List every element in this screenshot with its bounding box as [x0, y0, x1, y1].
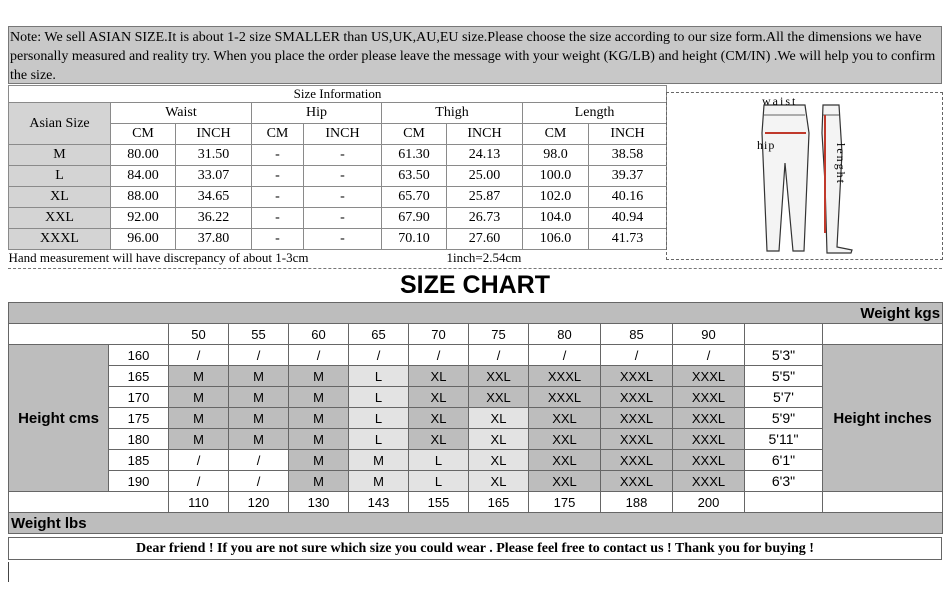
size-cell: /	[289, 345, 349, 366]
size-chart-row	[9, 450, 943, 471]
size-cell: XXXL	[673, 387, 745, 408]
measurement-cell: -	[304, 229, 382, 250]
size-cell: XL	[409, 408, 469, 429]
measurement-cell: 40.94	[589, 208, 667, 229]
size-cell: M	[169, 429, 229, 450]
weight-lbs-cell: 130	[289, 492, 349, 513]
height-cm-cell: 160	[109, 345, 169, 366]
height-cm-cell: 185	[109, 450, 169, 471]
measurement-cell: 84.00	[111, 166, 176, 187]
height-inch-cell: 5'5"	[745, 366, 823, 387]
size-cell: /	[229, 345, 289, 366]
size-cell: XXL	[529, 471, 601, 492]
size-info-caption: Size Information	[9, 86, 667, 103]
measurement-cell: -	[252, 229, 304, 250]
contact-message: Dear friend ! If you are not sure which size you could wear . Please feel free to contact us ! Thank you for buying !	[8, 537, 942, 560]
size-label: XXL	[9, 208, 111, 229]
height-inch-cell: 6'1"	[745, 450, 823, 471]
group-header: Hip	[252, 103, 382, 124]
size-cell: M	[169, 387, 229, 408]
corner-cell	[9, 324, 169, 345]
measurement-cell: 25.00	[447, 166, 523, 187]
size-cell: /	[529, 345, 601, 366]
hip-label: hip	[757, 138, 776, 152]
measurement-cell: -	[304, 166, 382, 187]
measurement-cell: 70.10	[382, 229, 447, 250]
measurement-cell: 106.0	[523, 229, 589, 250]
height-cm-cell: 170	[109, 387, 169, 408]
size-cell: XXXL	[529, 387, 601, 408]
size-cell: L	[349, 387, 409, 408]
corner-cell	[9, 492, 169, 513]
size-cell: M	[349, 471, 409, 492]
size-cell: XXXL	[601, 366, 673, 387]
weight-lbs-cell: 165	[469, 492, 529, 513]
size-cell: XL	[469, 471, 529, 492]
group-header: Length	[523, 103, 667, 124]
size-cell: /	[409, 345, 469, 366]
weight-lbs-cell: 188	[601, 492, 673, 513]
height-inch-cell: 5'11"	[745, 429, 823, 450]
unit-header: CM	[523, 124, 589, 145]
blank-cell	[745, 324, 823, 345]
size-label: XL	[9, 187, 111, 208]
size-cell: /	[169, 471, 229, 492]
size-label: L	[9, 166, 111, 187]
measurement-cell: 39.37	[589, 166, 667, 187]
size-cell: /	[469, 345, 529, 366]
size-cell: XXXL	[673, 366, 745, 387]
size-cell: XXXL	[601, 471, 673, 492]
unit-header: INCH	[447, 124, 523, 145]
size-chart-row	[9, 387, 943, 408]
measurement-cell: 37.80	[176, 229, 252, 250]
height-cm-cell: 175	[109, 408, 169, 429]
measurement-cell: 67.90	[382, 208, 447, 229]
pants-diagram	[666, 92, 943, 260]
measurement-cell: -	[252, 166, 304, 187]
footnote-conversion: 1inch=2.54cm	[446, 250, 522, 265]
weight-kg-cell: 80	[529, 324, 601, 345]
size-cell: M	[229, 408, 289, 429]
height-cm-cell: 165	[109, 366, 169, 387]
weight-lbs-cell: 200	[673, 492, 745, 513]
unit-header: INCH	[589, 124, 667, 145]
size-cell: XXXL	[673, 450, 745, 471]
measurement-cell: 65.70	[382, 187, 447, 208]
group-header: Thigh	[382, 103, 523, 124]
size-chart-row	[9, 345, 943, 366]
weight-kg-cell: 75	[469, 324, 529, 345]
size-cell: XXXL	[601, 408, 673, 429]
size-chart-table	[8, 302, 943, 534]
measurement-cell: -	[252, 187, 304, 208]
size-chart-row	[9, 429, 943, 450]
size-cell: /	[169, 345, 229, 366]
weight-kg-cell: 60	[289, 324, 349, 345]
measurement-cell: -	[252, 208, 304, 229]
measurement-cell: 88.00	[111, 187, 176, 208]
height-inch-cell: 5'3"	[745, 345, 823, 366]
weight-lbs-cell: 120	[229, 492, 289, 513]
size-cell: /	[601, 345, 673, 366]
size-chart-row	[9, 366, 943, 387]
group-header: Waist	[111, 103, 252, 124]
size-cell: XL	[469, 408, 529, 429]
unit-header: CM	[252, 124, 304, 145]
height-inches-header: Height inches	[823, 345, 943, 492]
weight-lbs-cell: 155	[409, 492, 469, 513]
measurement-cell: -	[252, 145, 304, 166]
size-info-row	[9, 229, 667, 250]
unit-header: CM	[111, 124, 176, 145]
size-cell: XL	[409, 366, 469, 387]
measurement-cell: 38.58	[589, 145, 667, 166]
weight-kg-cell: 90	[673, 324, 745, 345]
size-chart-row	[9, 408, 943, 429]
weight-kg-cell: 55	[229, 324, 289, 345]
size-cell: M	[169, 366, 229, 387]
blank-cell	[823, 492, 943, 513]
measurement-cell: 34.65	[176, 187, 252, 208]
size-cell: M	[229, 429, 289, 450]
weight-lbs-cell: 143	[349, 492, 409, 513]
size-cell: XXL	[529, 450, 601, 471]
size-cell: XXXL	[529, 366, 601, 387]
height-inch-cell: 5'9"	[745, 408, 823, 429]
size-label: XXXL	[9, 229, 111, 250]
blank-cell	[823, 324, 943, 345]
size-cell: M	[229, 387, 289, 408]
measurement-cell: 36.22	[176, 208, 252, 229]
measurement-cell: 40.16	[589, 187, 667, 208]
size-cell: M	[349, 450, 409, 471]
size-cell: L	[349, 408, 409, 429]
measurement-cell: 33.07	[176, 166, 252, 187]
size-cell: /	[349, 345, 409, 366]
size-cell: M	[289, 387, 349, 408]
size-note: Note: We sell ASIAN SIZE.It is about 1-2 size SMALLER than US,UK,AU,EU size.Please choose the size according to our size form.All the dimensions we have personally measured and reality try. When you place the order please leave the message with your weight (KG/LB) and height (CM/IN) .We will help you to confirm the size.	[8, 26, 942, 84]
waist-label: waist	[762, 94, 798, 108]
size-info-row	[9, 145, 667, 166]
measurement-cell: 98.0	[523, 145, 589, 166]
weight-kgs-header: Weight kgs	[9, 303, 943, 324]
unit-header: CM	[382, 124, 447, 145]
asian-size-header: Asian Size	[9, 103, 111, 145]
weight-lbs-cell: 175	[529, 492, 601, 513]
measurement-cell: 31.50	[176, 145, 252, 166]
height-inch-cell: 5'7'	[745, 387, 823, 408]
blank-cell	[745, 492, 823, 513]
weight-lbs-cell: 110	[169, 492, 229, 513]
size-cell: XXL	[469, 387, 529, 408]
height-cm-cell: 180	[109, 429, 169, 450]
size-information-table	[8, 85, 667, 266]
height-cm-cell: 190	[109, 471, 169, 492]
measurement-cell: 92.00	[111, 208, 176, 229]
size-cell: XXL	[529, 408, 601, 429]
measurement-cell: 63.50	[382, 166, 447, 187]
size-cell: /	[673, 345, 745, 366]
size-cell: L	[409, 450, 469, 471]
size-cell: XL	[409, 429, 469, 450]
measurement-cell: 96.00	[111, 229, 176, 250]
size-cell: /	[229, 450, 289, 471]
size-cell: M	[229, 366, 289, 387]
size-info-row	[9, 208, 667, 229]
size-cell: XXXL	[673, 408, 745, 429]
size-info-row	[9, 166, 667, 187]
divider	[8, 268, 942, 269]
footnote-discrepancy: Hand measurement will have discrepancy of about 1-3cm	[8, 250, 309, 265]
measurement-cell: 24.13	[447, 145, 523, 166]
size-cell: M	[289, 450, 349, 471]
size-cell: XL	[469, 429, 529, 450]
measurement-cell: 100.0	[523, 166, 589, 187]
measurement-cell: 104.0	[523, 208, 589, 229]
size-cell: /	[229, 471, 289, 492]
measurement-cell: 102.0	[523, 187, 589, 208]
size-chart-row	[9, 471, 943, 492]
measurement-cell: 41.73	[589, 229, 667, 250]
measurement-cell: -	[304, 145, 382, 166]
pants-illustration	[667, 93, 942, 259]
weight-kg-cell: 50	[169, 324, 229, 345]
unit-header: INCH	[304, 124, 382, 145]
unit-header: INCH	[176, 124, 252, 145]
height-inch-cell: 6'3"	[745, 471, 823, 492]
size-cell: M	[289, 429, 349, 450]
size-cell: XXL	[469, 366, 529, 387]
size-cell: L	[349, 429, 409, 450]
measurement-cell: 61.30	[382, 145, 447, 166]
measurement-cell: -	[304, 208, 382, 229]
size-cell: M	[289, 408, 349, 429]
size-chart-title: SIZE CHART	[400, 271, 550, 299]
size-cell: XL	[409, 387, 469, 408]
size-info-row	[9, 187, 667, 208]
measurement-cell: -	[304, 187, 382, 208]
text-cursor	[8, 562, 9, 582]
height-cms-header: Height cms	[9, 345, 109, 492]
weight-kg-cell: 70	[409, 324, 469, 345]
size-cell: XXXL	[673, 471, 745, 492]
size-cell: XXXL	[601, 450, 673, 471]
weight-kg-cell: 85	[601, 324, 673, 345]
size-cell: L	[409, 471, 469, 492]
weight-kg-cell: 65	[349, 324, 409, 345]
size-cell: M	[289, 471, 349, 492]
size-cell: /	[169, 450, 229, 471]
size-cell: L	[349, 366, 409, 387]
size-cell: XXL	[529, 429, 601, 450]
size-cell: M	[169, 408, 229, 429]
length-label: lenght	[834, 143, 848, 185]
weight-lbs-header: Weight lbs	[9, 513, 943, 534]
size-cell: XXXL	[673, 429, 745, 450]
measurement-cell: 80.00	[111, 145, 176, 166]
size-cell: XL	[469, 450, 529, 471]
size-cell: M	[289, 366, 349, 387]
measurement-cell: 26.73	[447, 208, 523, 229]
size-cell: XXXL	[601, 429, 673, 450]
measurement-cell: 25.87	[447, 187, 523, 208]
size-label: M	[9, 145, 111, 166]
size-cell: XXXL	[601, 387, 673, 408]
measurement-cell: 27.60	[447, 229, 523, 250]
